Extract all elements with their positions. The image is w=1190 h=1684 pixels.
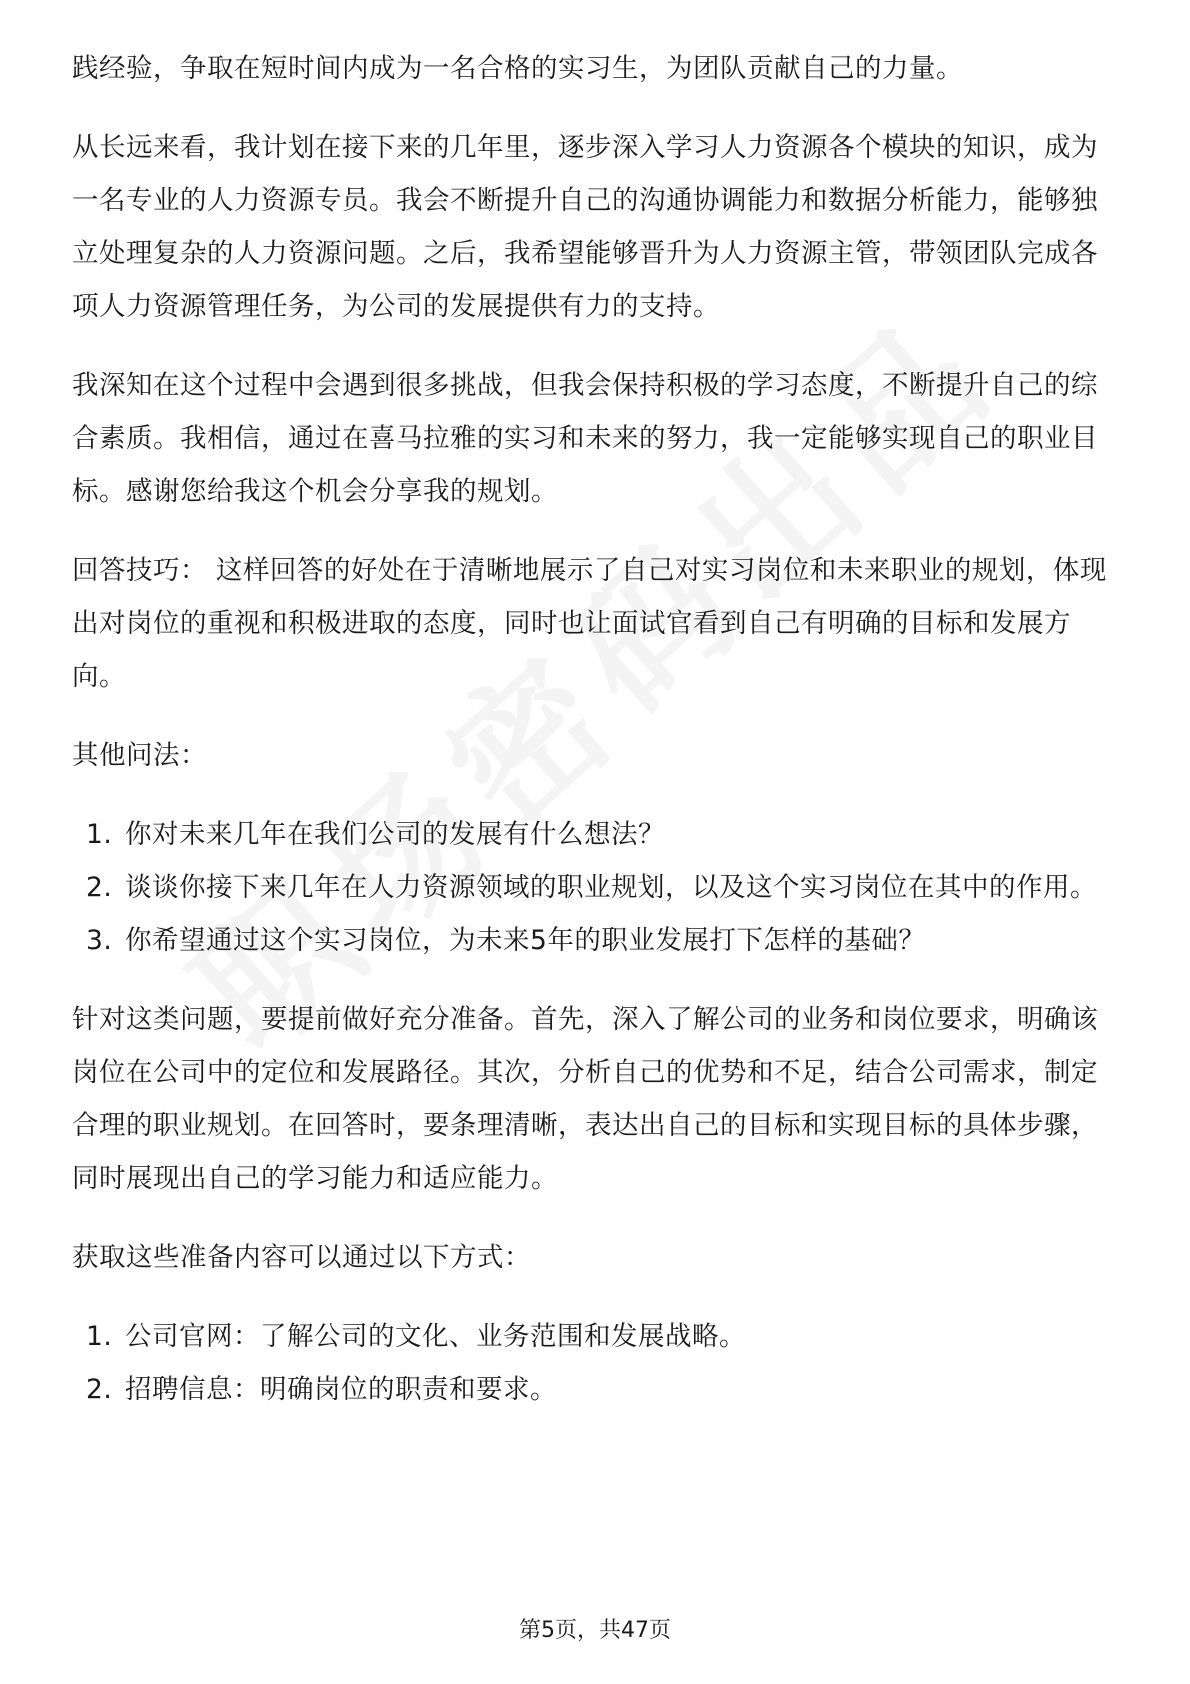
list-item-number: 1.: [86, 1321, 113, 1352]
list-item-text: 招聘信息：明确岗位的职责和要求。: [125, 1374, 557, 1405]
list-item-text: 你对未来几年在我们公司的发展有什么想法？: [125, 819, 665, 850]
page-number: 第5页，共47页: [519, 1618, 671, 1643]
list-item: [72, 1363, 1122, 1416]
list-item-number: 2.: [86, 1374, 113, 1405]
page-content: [72, 42, 1122, 1442]
list-item: [72, 914, 1122, 967]
prep-sources-list: [72, 1310, 1122, 1416]
paragraph-challenges: 我深知在这个过程中会遇到很多挑战，但我会保持积极的学习态度，不断提升自己的综合素质。我相信，通过在喜马拉雅的实习和未来的努力，我一定能够实现自己的职业目标。感谢您给我这个机会分享我的规划。: [72, 370, 1098, 507]
other-questions-list: [72, 808, 1122, 967]
list-item-text: 你希望通过这个实习岗位，为未来5年的职业发展打下怎样的基础？: [125, 925, 926, 956]
list-item-text: 公司官网：了解公司的文化、业务范围和发展战略。: [125, 1321, 746, 1352]
paragraph-sources-heading: 获取这些准备内容可以通过以下方式：: [72, 1242, 531, 1273]
paragraph-continuation: 践经验，争取在短时间内成为一名合格的实习生，为团队贡献自己的力量。: [72, 53, 963, 84]
list-item: [72, 861, 1122, 914]
list-item-number: 2.: [86, 872, 113, 903]
paragraph-answer-tips: 回答技巧： 这样回答的好处在于清晰地展示了自己对实习岗位和未来职业的规划，体现出对岗位的重视和积极进取的态度，同时也让面试官看到自己有明确的目标和发展方向。: [72, 555, 1107, 692]
paragraph-long-term-plan: 从长远来看，我计划在接下来的几年里，逐步深入学习人力资源各个模块的知识，成为一名专业的人力资源专员。我会不断提升自己的沟通协调能力和数据分析能力，能够独立处理复杂的人力资源问题。之后，我希望能够晋升为人力资源主管，带领团队完成各项人力资源管理任务，为公司的发展提供有力的支持。: [72, 132, 1098, 322]
list-item-number: 1.: [86, 819, 113, 850]
paragraph-other-questions-heading: 其他问法：: [72, 740, 207, 771]
list-item: [72, 808, 1122, 861]
list-item-number: 3.: [86, 925, 113, 956]
list-item: [72, 1310, 1122, 1363]
paragraph-preparation: 针对这类问题，要提前做好充分准备。首先，深入了解公司的业务和岗位要求，明确该岗位在公司中的定位和发展路径。其次，分析自己的优势和不足，结合公司需求，制定合理的职业规划。在回答时，要条理清晰，表达出自己的目标和实现目标的具体步骤，同时展现出自己的学习能力和适应能力。: [72, 1004, 1098, 1194]
list-item-text: 谈谈你接下来几年在人力资源领域的职业规划，以及这个实习岗位在其中的作用。: [125, 872, 1097, 903]
